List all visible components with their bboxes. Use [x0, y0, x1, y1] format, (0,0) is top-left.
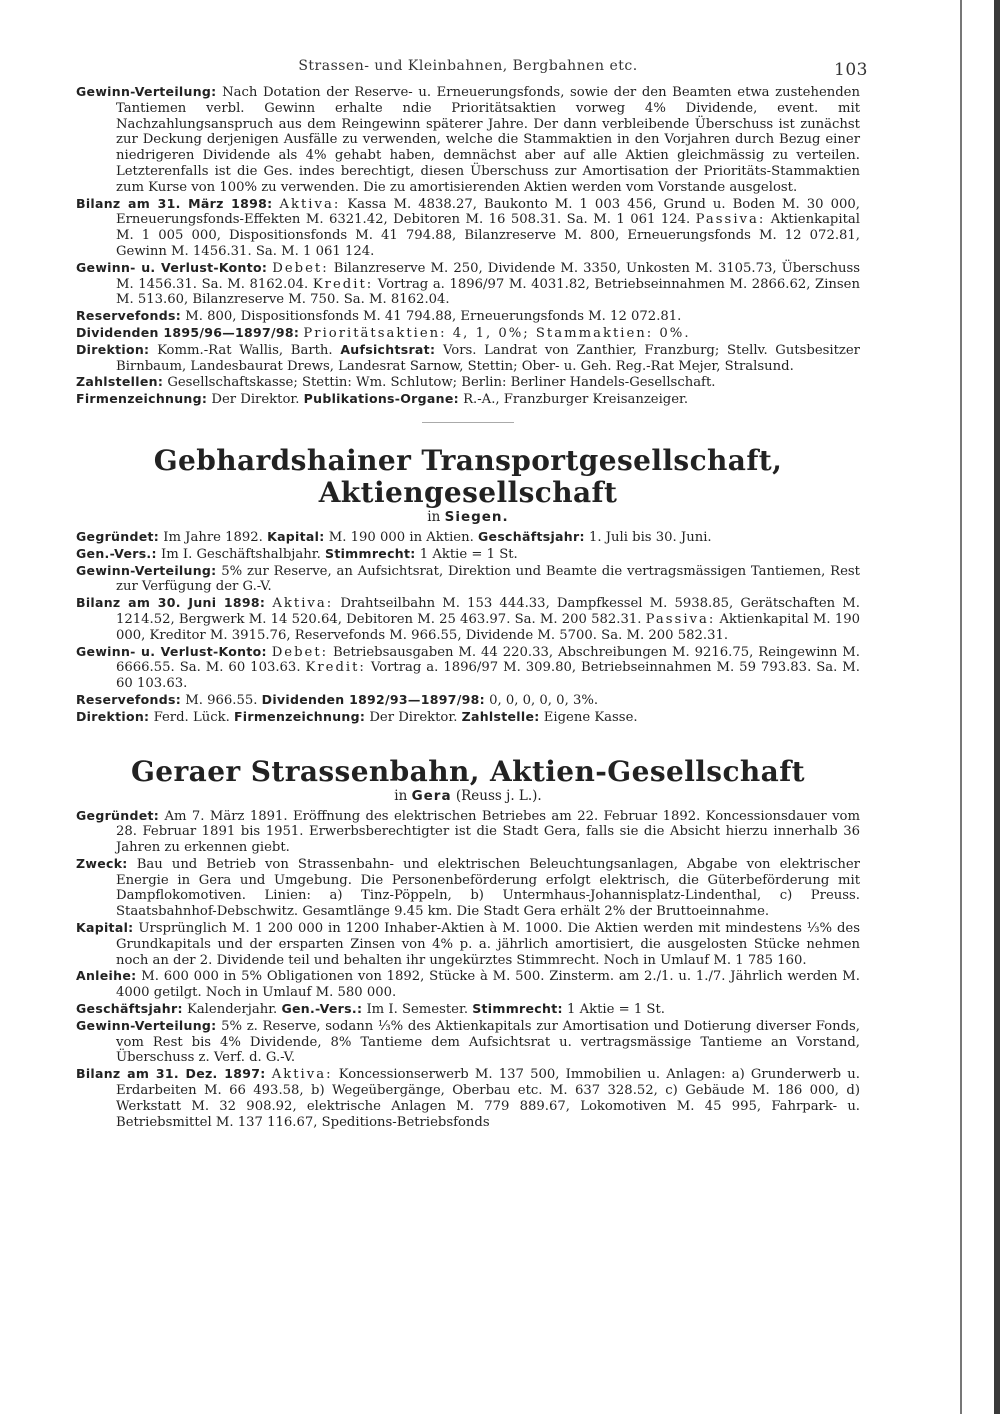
company-entry-geraer: [76, 756, 860, 1131]
direktion-label: Direktion:: [76, 708, 150, 724]
geschaeftsjahr-label: Geschäftsjahr:: [477, 528, 585, 544]
stimmrecht-text: 1 Aktie = 1 St.: [419, 546, 518, 562]
location-city: Siegen.: [444, 508, 509, 525]
genvers-label: Gen.-Vers.:: [281, 1001, 363, 1017]
stimmrecht-label: Stimmrecht:: [472, 1001, 563, 1017]
location-suffix: (Reuss j. L.).: [455, 787, 542, 804]
section-continued-entry: [76, 84, 860, 408]
direktion-paragraph: [76, 342, 860, 375]
passiva-word: Passiva:: [695, 212, 766, 228]
stimmrecht-text: 1 Aktie = 1 St.: [566, 1002, 665, 1018]
firmenzeichnung-label: Firmenzeichnung:: [233, 708, 366, 724]
genvers-text: Im I. Semester.: [366, 1002, 469, 1018]
firmenzeichnung-text: Der Direktor.: [211, 392, 300, 408]
bilanz-aktiva-text: Kassa M. 4838.27, Baukonto M. 1 003 456, Grund u. Boden M. 30 000, Erneuerungsfonds-Effekten M. 6321.42, Debitoren M. 16 508.31. Sa. M. 1 061 124.: [116, 196, 860, 228]
zahlstellen-label: Zahlstellen:: [76, 374, 164, 390]
gewinn-verteilung-text: Nach Dotation der Reserve- u. Erneuerungsfonds, sowie der den Beamten etwa zustehenden Tantiemen verbl. Gewinn erhalte ndie Prioritätsaktien vorweg 4% Dividende, event. mit Nachzahlungsanspruch aus dem Reingewinn späterer Jahre. Der dann verbleibende Überschuss ist zunächst zur Deckung derjenigen Ausfälle zu verwenden, welche die Stammaktien in den Vorjahren durch Bezug einer niedrigeren Dividende als 4% gehabt haben, demnächst aber auf alle Aktien gleichmässig zu verteilen. Letzterenfalls ist die Ges. indes berechtigt, diesen Überschuss zur Amortisation der Prioritäts-Stammaktien zum Kurse von 100% zu verwenden. Die zu amortisierenden Aktien werden vom Vorstande ausgelost.: [116, 85, 860, 195]
reservefonds-text: M. 800, Dispositionsfonds M. 41 794.88, Erneuerungsfonds M. 12 072.81.: [185, 309, 682, 325]
publikation-text: R.-A., Franzburger Kreisanzeiger.: [463, 392, 689, 408]
geschaeftsjahr-text: Kalenderjahr.: [186, 1002, 278, 1018]
geschaeftsjahr-paragraph: [76, 1001, 860, 1018]
anleihe-text: M. 600 000 in 5% Obligationen von 1892, Stücke à M. 500. Zinsterm. am 2./1. u. 1./7. Jährlich werden M. 4000 getilgt. Noch in Umlauf M. 580 000.: [116, 969, 860, 1001]
scan-edge-shadow: [994, 0, 1000, 1414]
running-title: Strassen- und Kleinbahnen, Bergbahnen etc.: [298, 58, 638, 74]
direktion-paragraph: [76, 709, 860, 726]
zahlstellen-text: Gesellschaftskasse; Stettin: Wm. Schlutow; Berlin: Berliner Handels-Gesellschaft.: [167, 375, 716, 391]
gewinn-verlust-debet-text: Bilanzreserve M. 250, Dividende M. 3350, Unkosten M. 3105.73, Überschuss M. 1456.31. Sa. M. 8162.04.: [116, 260, 860, 292]
bilanz-paragraph: [76, 196, 860, 260]
reservefonds-label: Reservefonds:: [76, 691, 182, 707]
bilanz-label: Bilanz am 31. Dez. 1897:: [76, 1066, 266, 1082]
gewinn-verlust-label: Gewinn- u. Verlust-Konto:: [76, 259, 268, 275]
gewinn-verlust-debet-text: Betriebsausgaben M. 44 220.33, Abschreibungen M. 9216.75, Reingewinn M. 6666.55. Sa. M. 60 103.63.: [116, 644, 860, 676]
firmenzeichnung-text: Der Direktor.: [369, 709, 458, 725]
bilanz-paragraph: [76, 1066, 860, 1130]
kapital-text: M. 190 000 in Aktien.: [328, 529, 474, 545]
zweck-label: Zweck:: [76, 855, 128, 871]
dividenden-label: Dividenden 1892/93—1897/98:: [261, 691, 485, 707]
aufsichtsrat-text: Vors. Landrat von Zanthier, Franzburg; Stellv. Gutsbesitzer Birnbaum, Landesbaurat Drews, Landesrat Sarnow, Stettin; Ober- u. Geh. Reg.-Rat Mejer, Stralsund.: [116, 342, 860, 374]
genvers-paragraph: [76, 546, 860, 563]
bilanz-passiva-text: Aktienkapital M. 190 000, Kreditor M. 3915.76, Reservefonds M. 966.55, Dividende M. 5700. Sa. M. 200 582.31.: [116, 611, 860, 643]
publikation-label: Publikations-Organe:: [303, 391, 459, 407]
stimmrecht-label: Stimmrecht:: [325, 545, 416, 561]
genvers-text: Im I. Geschäftshalbjahr.: [161, 546, 321, 562]
zweck-paragraph: [76, 856, 860, 920]
bilanz-paragraph: [76, 595, 860, 643]
location-prefix: in: [394, 787, 408, 804]
aufsichtsrat-label: Aufsichtsrat:: [340, 341, 436, 357]
location-city: Gera: [411, 787, 452, 804]
anleihe-paragraph: [76, 968, 860, 1001]
geschaeftsjahr-label: Geschäftsjahr:: [76, 1001, 183, 1017]
reservefonds-text: M. 966.55.: [185, 692, 258, 708]
debet-word: Debet:: [272, 260, 329, 276]
dividenden-text: Prioritätsaktien: 4, 1, 0%; Stammaktien: 0%.: [303, 325, 691, 341]
bilanz-passiva-text: Aktienkapital M. 1 005 000, Dispositionsfonds M. 41 794.88, Bilanzreserve M. 800, Erneuerungsfonds M. 12 072.81, Gewinn M. 1456.31. Sa. M. 1 061 124.: [116, 212, 860, 259]
firmenzeichnung-label: Firmenzeichnung:: [76, 391, 208, 407]
aktiva-word: Aktiva:: [271, 1067, 333, 1083]
location-prefix: in: [427, 508, 441, 525]
aktiva-word: Aktiva:: [279, 196, 341, 212]
company-location: [76, 788, 860, 805]
reservefonds-paragraph: [76, 692, 860, 709]
reservefonds-paragraph: [76, 308, 860, 325]
gewinn-verlust-kredit-text: Vortrag a. 1896/97 M. 4031.82, Betriebseinnahmen M. 2866.62, Zinsen M. 513.60, Bilanzreserve M. 750. Sa. M. 8162.04.: [116, 276, 860, 308]
gewinn-verlust-label: Gewinn- u. Verlust-Konto:: [76, 643, 267, 659]
gewinn-verlust-kredit-text: Vortrag a. 1896/97 M. 309.80, Betriebseinnahmen M. 59 793.83. Sa. M. 60 103.63.: [116, 660, 860, 692]
page-number: 103: [834, 60, 868, 80]
scan-edge-line: [960, 0, 962, 1414]
running-header: [76, 58, 868, 84]
reservefonds-label: Reservefonds:: [76, 308, 182, 324]
gewinn-verteilung-paragraph: [76, 1018, 860, 1066]
anleihe-label: Anleihe:: [76, 968, 137, 984]
gewinn-verlust-paragraph: [76, 260, 860, 308]
direktion-label: Direktion:: [76, 341, 150, 357]
company-title: Gebhardshainer Transportgesellschaft, Aktiengesellschaft: [153, 443, 783, 509]
gewinn-verteilung-paragraph: [76, 563, 860, 596]
gegruendet-label: Gegründet:: [76, 528, 160, 544]
aktiva-word: Aktiva:: [272, 596, 334, 612]
gewinn-verteilung-text: 5% z. Reserve, sodann ⅓% des Aktienkapitals zur Amortisation und Dotierung diverser Fonds, vom Rest bis 4% Dividende, 8% Tantieme dem Aufsichtsrat u. vertragsmässige Tantieme an Vorstand, Überschuss z. Verf. d. G.-V.: [116, 1018, 860, 1066]
kredit-word: Kredit:: [305, 660, 366, 676]
gewinn-verlust-paragraph: [76, 644, 860, 692]
dividenden-label: Dividenden 1895/96—1897/98:: [76, 324, 300, 340]
dividenden-text: 0, 0, 0, 0, 0, 3%.: [489, 692, 599, 708]
debet-word: Debet:: [271, 644, 329, 660]
gegruendet-label: Gegründet:: [76, 807, 160, 823]
gegruendet-text: Am 7. März 1891. Eröffnung des elektrischen Betriebes am 22. Februar 1892. Koncessionsdauer vom 28. Februar 1891 bis 1951. Erwerbsberechtigter ist die Stadt Gera, falls sie die Absicht hierzu innerhalb 36 Jahren zu erkennen giebt.: [116, 808, 860, 856]
kapital-label: Kapital:: [76, 920, 134, 936]
zweck-text: Bau und Betrieb von Strassenbahn- und elektrischen Beleuchtungsanlagen, Abgabe von elektrischer Energie in Gera und Umgebung. Die Personenbeförderung erfolgt elektrisch, die Güterbeförderung mit Dampflokomotiven. Linien: a) Tinz-Pöppeln, b) Untermhaus-Johannisplatz-Lindenthal, c) Preuss. Staatsbahnhof-Debschwitz. Gesamtlänge 9.45 km. Die Stadt Gera erhält 2% der Bruttoeinnahme.: [116, 856, 860, 920]
zahlstelle-text: Eigene Kasse.: [543, 709, 638, 725]
gegruendet-paragraph: [76, 808, 860, 856]
geschaeftsjahr-text: 1. Juli bis 30. Juni.: [588, 529, 712, 545]
kapital-label: Kapital:: [267, 528, 325, 544]
section-divider: [422, 422, 514, 423]
gewinn-verteilung-label: Gewinn-Verteilung:: [76, 84, 217, 99]
dividenden-paragraph: [76, 325, 860, 342]
kapital-paragraph: [76, 920, 860, 968]
company-title: Geraer Strassenbahn, Aktien-Gesellschaft: [131, 754, 805, 788]
gewinn-verteilung-label: Gewinn-Verteilung:: [76, 562, 217, 578]
bilanz-label: Bilanz am 31. März 1898:: [76, 195, 273, 211]
direktion-text: Komm.-Rat Wallis, Barth.: [157, 342, 333, 358]
genvers-label: Gen.-Vers.:: [76, 545, 157, 561]
zahlstelle-label: Zahlstelle:: [461, 708, 540, 724]
gewinn-verteilung-text: 5% zur Reserve, an Aufsichtsrat, Direktion und Beamte die vertragsmässigen Tantiemen, Rest zur Verfügung der G.-V.: [116, 563, 860, 595]
bilanz-aktiva-text: Drahtseilbahn M. 153 444.33, Dampfkessel M. 5938.85, Gerätschaften M. 1214.52, Bergwerk M. 14 520.64, Debitoren M. 25 463.97. Sa. M. 200 582.31.: [116, 596, 860, 627]
bilanz-aktiva-text: Koncessionserwerb M. 137 500, Immobilien u. Anlagen: a) Grunderwerb u. Erdarbeiten M. 66 493.58, b) Wegeübergänge, Oberbau etc. M. 637 328.52, c) Gebäude M. 186 000, d) Werkstatt M. 32 908.92, elektrische Anlagen M. 779 889.67, Lokomotiven M. 45 995, Fahrpark- u. Betriebsmittel M. 137 116.67, Speditions-Betriebsfonds: [116, 1067, 860, 1130]
gewinn-verteilung-label: Gewinn-Verteilung:: [76, 1017, 217, 1033]
kredit-word: Kredit:: [312, 276, 374, 292]
gegruendet-paragraph: [76, 529, 860, 546]
zahlstellen-paragraph: [76, 374, 860, 391]
company-entry-gebhardshainer: [76, 445, 860, 726]
passiva-word: Passiva:: [645, 611, 716, 627]
section-gap: [76, 726, 860, 756]
direktion-text: Ferd. Lück.: [153, 709, 230, 725]
gewinn-verteilung-paragraph: [76, 84, 860, 196]
kapital-text: Ursprünglich M. 1 200 000 in 1200 Inhaber-Aktien à M. 1000. Die Aktien werden mit mindestens ⅓% des Grundkapitals und der ersparten Zinsen von 4% p. a. jährlich amortisiert, die ausgelosten Stücke nehmen noch an der 2. Dividende teil und behalten ihr ungekürztes Stimmrecht. Noch in Umlauf M. 1 785 160.: [116, 921, 860, 968]
company-location: [76, 509, 860, 526]
firmenzeichnung-paragraph: [76, 391, 860, 408]
gegruendet-text: Im Jahre 1892.: [163, 529, 263, 545]
bilanz-label: Bilanz am 30. Juni 1898:: [76, 595, 266, 611]
